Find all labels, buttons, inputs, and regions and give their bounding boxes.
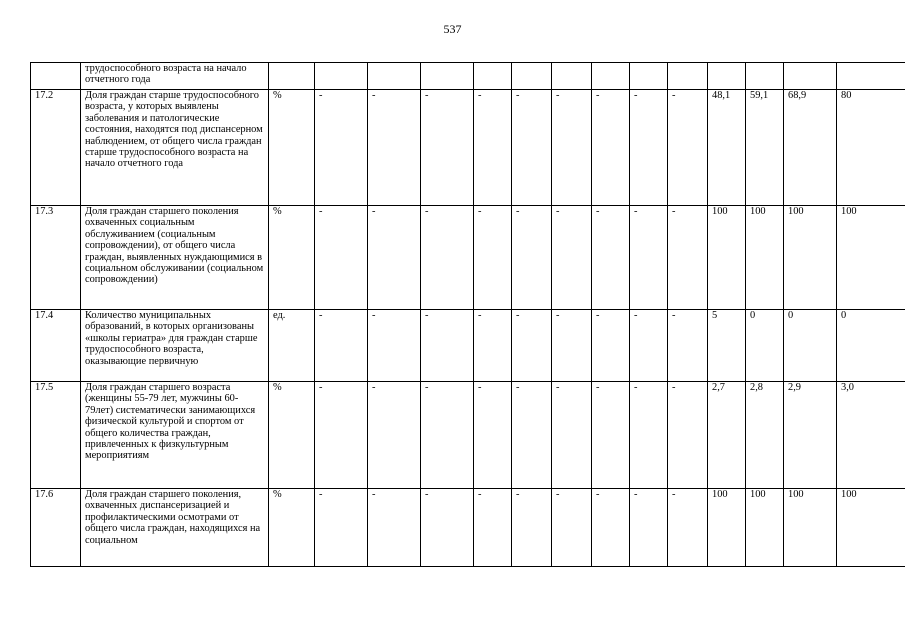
value-cell: 68,9 (784, 90, 837, 206)
value-cell (837, 63, 905, 90)
empty-value-cell (592, 63, 630, 90)
empty-value-cell (421, 63, 474, 90)
empty-value-cell: - (668, 382, 708, 489)
empty-value-cell: - (592, 310, 630, 382)
empty-value-cell (315, 63, 368, 90)
empty-value-cell: - (592, 382, 630, 489)
value-cell: 100 (837, 206, 905, 310)
value-cell: 5 (708, 310, 746, 382)
table-row (31, 90, 905, 206)
empty-value-cell: - (630, 382, 668, 489)
value-cell: 100 (784, 206, 837, 310)
empty-value-cell: - (368, 382, 421, 489)
empty-value-cell: - (512, 90, 552, 206)
value-cell: 48,1 (708, 90, 746, 206)
empty-value-cell (668, 63, 708, 90)
empty-value-cell (474, 63, 512, 90)
empty-value-cell: - (474, 206, 512, 310)
empty-value-cell: - (512, 310, 552, 382)
empty-value-cell (552, 63, 592, 90)
empty-value-cell (630, 63, 668, 90)
empty-value-cell: - (592, 90, 630, 206)
empty-value-cell: - (421, 489, 474, 567)
value-cell: 100 (708, 489, 746, 567)
empty-value-cell: - (512, 489, 552, 567)
value-cell: 2,9 (784, 382, 837, 489)
value-cell: 0 (837, 310, 905, 382)
empty-value-cell: - (552, 382, 592, 489)
empty-value-cell: - (421, 206, 474, 310)
value-cell (708, 63, 746, 90)
table-row (31, 206, 905, 310)
unit-cell: % (269, 90, 315, 206)
empty-value-cell: - (368, 206, 421, 310)
empty-value-cell: - (668, 489, 708, 567)
empty-value-cell: - (630, 310, 668, 382)
empty-value-cell: - (421, 310, 474, 382)
value-cell: 100 (746, 206, 784, 310)
empty-value-cell: - (421, 382, 474, 489)
value-cell: 2,8 (746, 382, 784, 489)
empty-value-cell: - (552, 310, 592, 382)
value-cell: 100 (708, 206, 746, 310)
page-number: 537 (443, 22, 462, 36)
unit-cell: ед. (269, 310, 315, 382)
empty-value-cell: - (630, 206, 668, 310)
empty-value-cell: - (368, 310, 421, 382)
empty-value-cell: - (512, 206, 552, 310)
value-cell: 0 (746, 310, 784, 382)
indicator-description-cell: Доля граждан старшего поколения охваченных социальным обслуживанием (социальным сопровождении), от общего числа граждан, выявленных нуждающимися в социальном обслуживании (социальном сопровождении) (81, 206, 269, 310)
empty-value-cell: - (474, 90, 512, 206)
empty-value-cell: - (552, 90, 592, 206)
empty-value-cell: - (315, 90, 368, 206)
empty-value-cell: - (552, 206, 592, 310)
indicator-number-cell: 17.3 (31, 206, 81, 310)
value-cell: 80 (837, 90, 905, 206)
table-row (31, 63, 905, 90)
value-cell: 100 (784, 489, 837, 567)
indicator-number-cell: 17.4 (31, 310, 81, 382)
empty-value-cell: - (368, 489, 421, 567)
indicator-description-cell: Доля граждан старшего поколения, охваченных диспансеризацией и профилактическими осмотрами от общего числа граждан, находящихся на социальном (81, 489, 269, 567)
indicator-number-cell (31, 63, 81, 90)
table-row (31, 489, 905, 567)
value-cell: 3,0 (837, 382, 905, 489)
indicator-description-cell: Доля граждан старше трудоспособного возраста, у которых выявлены заболевания и патологические состояния, находятся под диспансерном наблюдением, от общего числа граждан старше трудоспособного возраста на начало отчетного года (81, 90, 269, 206)
empty-value-cell: - (368, 90, 421, 206)
indicator-description-cell: Доля граждан старшего возраста (женщины 55-79 лет, мужчины 60-79лет) систематически занимающихся физической культурой и спортом от общего количества граждан, привлеченных к физкультурным мероприятиям (81, 382, 269, 489)
empty-value-cell (512, 63, 552, 90)
value-cell: 2,7 (708, 382, 746, 489)
empty-value-cell (368, 63, 421, 90)
empty-value-cell: - (315, 382, 368, 489)
table-row (31, 310, 905, 382)
indicator-number-cell: 17.5 (31, 382, 81, 489)
value-cell: 59,1 (746, 90, 784, 206)
empty-value-cell: - (552, 489, 592, 567)
empty-value-cell: - (474, 489, 512, 567)
indicator-number-cell: 17.2 (31, 90, 81, 206)
empty-value-cell: - (668, 310, 708, 382)
empty-value-cell: - (512, 382, 552, 489)
unit-cell: % (269, 489, 315, 567)
empty-value-cell: - (474, 310, 512, 382)
unit-cell: % (269, 206, 315, 310)
value-cell (784, 63, 837, 90)
empty-value-cell: - (315, 489, 368, 567)
table-body (31, 63, 905, 567)
empty-value-cell: - (668, 206, 708, 310)
empty-value-cell: - (630, 489, 668, 567)
empty-value-cell: - (474, 382, 512, 489)
indicators-table (30, 62, 905, 567)
empty-value-cell: - (315, 206, 368, 310)
empty-value-cell: - (592, 206, 630, 310)
unit-cell (269, 63, 315, 90)
unit-cell: % (269, 382, 315, 489)
value-cell: 100 (746, 489, 784, 567)
indicator-description-cell: трудоспособного возраста на начало отчетного года (81, 63, 269, 90)
empty-value-cell: - (668, 90, 708, 206)
indicator-number-cell: 17.6 (31, 489, 81, 567)
table-row (31, 382, 905, 489)
empty-value-cell: - (630, 90, 668, 206)
empty-value-cell: - (592, 489, 630, 567)
value-cell: 100 (837, 489, 905, 567)
empty-value-cell: - (421, 90, 474, 206)
value-cell: 0 (784, 310, 837, 382)
indicator-description-cell: Количество муниципальных образований, в которых организованы «школы гериатра» для граждан старше трудоспособного возраста, оказывающие первичную (81, 310, 269, 382)
empty-value-cell: - (315, 310, 368, 382)
value-cell (746, 63, 784, 90)
